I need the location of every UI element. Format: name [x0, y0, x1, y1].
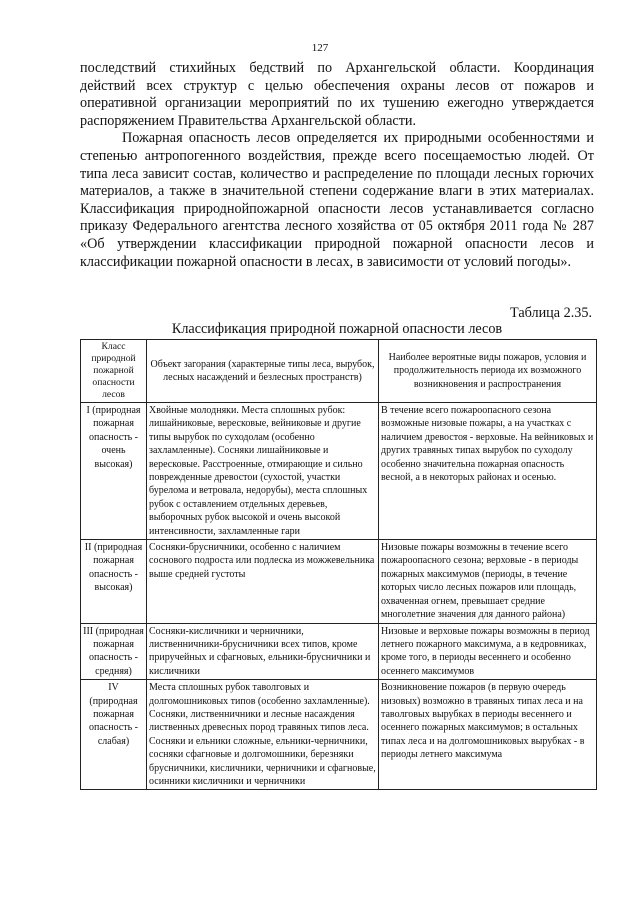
table-row: [81, 623, 597, 680]
cell-class: III (природная пожарная опасность - средняя): [81, 623, 147, 680]
cell-fires: Низовые пожары возможны в течение всего пожароопасного сезона; верховые - в периоды пожарных максимумов (периоды, в течение которых число лесных пожаров или площадь, охваченная огнем, превышает средние многолетние значения для данного района): [379, 540, 597, 623]
cell-object: Сосняки-кисличники и черничники, лиственничники-брусничники всех типов, кроме приручейных и сфагновых, ельники-брусничники и кисличники: [147, 623, 379, 680]
cell-object: Места сплошных рубок таволговых и долгомошниковых типов (особенно захламленные). Сосняки, лиственничники и лесные насаждения лиственных древесных пород травяных типов леса. Сосняки и ельники сложные, ельники-черничники, сосняки сфагновые и долгомошники, березняки брусничники, кисличники, черничники и сфагновые, осинники кисличники и черничники: [147, 680, 379, 790]
table-caption: Классификация природной пожарной опасности лесов: [171, 321, 503, 337]
cell-fires: Возникновение пожаров (в первую очередь низовых) возможно в травяных типах леса и на таволговых вырубках в периоды весеннего и осеннего пожарных максимумов; в остальных типах леса и на долгомошниковых вырубках - в периоды летнего максимума: [379, 680, 597, 790]
table-row: [81, 680, 597, 790]
cell-fires: В течение всего пожароопасного сезона возможные низовые пожары, а на участках с наличием древостоя - верховые. На вейниковых и других травяных типах вырубок по суходолу особенно значительна пожарная опасность весной, а в некоторых районах и осенью.: [379, 403, 597, 540]
paragraph-continuation: последствий стихийных бедствий по Архангельской области. Координация действий всех структур с целью обеспечения охраны лесов от пожаров и оперативной организации мероприятий по их тушению ежегодно утверждается распоряжением Правительства Архангельской области.: [80, 60, 594, 129]
cell-object: Сосняки-брусничники, особенно с наличием соснового подроста или подлеска из можжевельника выше средней густоты: [147, 540, 379, 623]
table-row: [81, 540, 597, 623]
header-object: Объект загорания (характерные типы леса, вырубок, лесных насаждений и безлесных пространств): [147, 340, 379, 403]
page-number: 127: [311, 42, 329, 54]
table-label: Таблица 2.35.: [510, 305, 592, 321]
cell-fires: Низовые и верховые пожары возможны в период летнего пожарного максимума, а в кедровниках, кроме того, в периоды весеннего и особенно осеннего максимумов: [379, 623, 597, 680]
fire-danger-classification-table: [80, 339, 597, 790]
header-class: Класс природной пожарной опасности лесов: [81, 340, 147, 403]
paragraph-fire-danger: Пожарная опасность лесов определяется их природными особенностями и степенью антропогенного воздействия, прежде всего посещаемостью людей. От типа леса зависит состав, количество и распределение по площади лесных горючих материалов, а также в значительной степени содержание влаги в этих материалах. Классификация природнойпожарной опасности лесов устанавливается согласно приказу Федерального агентства лесного хозяйства от 05 октября 2011 года № 287 «Об утверждении классификации природной пожарной опасности лесов и классификации пожарной опасности в лесах, в зависимости от условий погоды».: [80, 130, 594, 270]
header-fires: Наиболее вероятные виды пожаров, условия и продолжительность периода их возможного возникновения и распространения: [379, 340, 597, 403]
cell-class: II (природная пожарная опасность - высокая): [81, 540, 147, 623]
cell-class: IV (природная пожарная опасность - слабая): [81, 680, 147, 790]
table-header-row: [81, 340, 597, 403]
cell-object: Хвойные молодняки. Места сплошных рубок: лишайниковые, вересковые, вейниковые и другие типы вырубок по суходолам (особенно захламленные). Сосняки лишайниковые и вересковые. Расстроенные, отмирающие и сильно поврежденные древостои (сухостой, участки бурелома и ветровала, недорубы), места сплошных рубок с оставлением отдельных деревьев, выборочных рубок высокой и очень высокой интенсивности, захламленные гари: [147, 403, 379, 540]
cell-class: I (природная пожарная опасность - очень высокая): [81, 403, 147, 540]
table-row: [81, 403, 597, 540]
body-text: [80, 60, 594, 271]
